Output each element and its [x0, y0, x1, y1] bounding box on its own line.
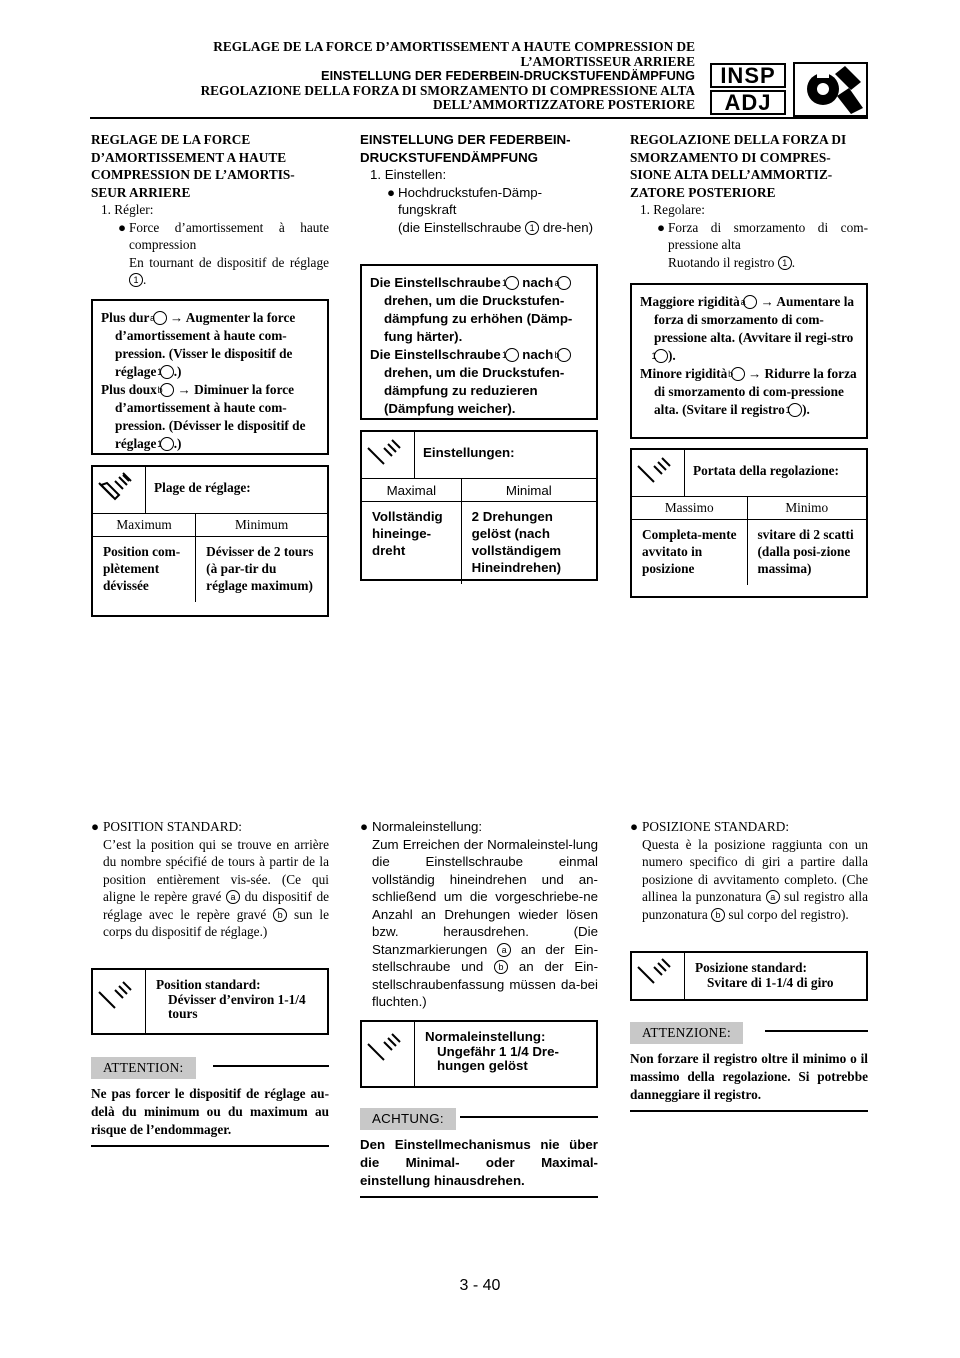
- de-caution: [360, 1108, 598, 1198]
- callout-a-icon: a: [153, 311, 167, 325]
- bullet-dot-icon: ●: [91, 819, 100, 834]
- de-caution-text: Den Einstellmechanismus nie über die Minimal- oder Maximal-einstellung hinausdrehen.: [360, 1136, 598, 1198]
- header-line-4: REGOLAZIONE DELLA FORZA DI SMORZAMENTO DI COMPRESSIONE ALTA: [200, 82, 695, 98]
- de-note2-c: drehen, um die Druckstufen-dämpfung zu reduzieren (Dämpfung weicher).: [384, 365, 565, 416]
- it-std-value: Svitare di 1-1/4 di giro: [707, 974, 834, 990]
- caution-rule: [765, 1030, 868, 1032]
- it-caution: [630, 1022, 868, 1112]
- fr-std-text-c: sun le corps du dispositif de réglage.): [103, 906, 329, 939]
- callout-b-icon: b: [711, 908, 725, 922]
- callout-b-icon: b: [557, 348, 571, 362]
- spec-tool-icon: [632, 450, 685, 496]
- it-note1-a: Maggiore rigidità: [640, 294, 740, 309]
- callout-1-icon: 1: [505, 276, 519, 290]
- de-caution-tag: ACHTUNG:: [360, 1108, 456, 1130]
- fr-note1-a: Plus dur: [101, 310, 150, 325]
- it-col-min: Minimo: [747, 497, 866, 520]
- callout-1-icon: 1: [525, 221, 539, 235]
- callout-1-icon: 1: [505, 348, 519, 362]
- callout-b-icon: b: [494, 960, 508, 974]
- de-col-min: Minimal: [461, 479, 596, 502]
- it-spec-label: Portata della regolazione:: [693, 463, 839, 478]
- caution-rule: [213, 1065, 329, 1067]
- fr-note1-b: → Augmenter la force d’amortissement à haute com-pression. (Visser le dispositif de réglage: [115, 310, 296, 379]
- it-note2-a: Minore rigidità: [640, 366, 728, 381]
- it-std-label: Posizione standard:: [695, 960, 807, 975]
- spec-tool-icon: [362, 432, 415, 478]
- de-note2-b: nach: [522, 347, 554, 362]
- header-line-5: DELL’AMMORTIZZATORE POSTERIORE: [433, 97, 695, 112]
- fr-step: 1. Régler:: [101, 202, 154, 217]
- callout-b-icon: b: [160, 383, 174, 397]
- callout-a-icon: a: [743, 295, 757, 309]
- fr-std-title: POSITION STANDARD:: [103, 819, 242, 834]
- fr-std-text-a: C’est la position qui se trouve en arrière du nombre spécifié de tours à partir de la position entièrement vis-sée. (Ce qui aligne le repère gravé: [103, 836, 329, 904]
- de-note1: Die Einstellschraube: [370, 275, 501, 290]
- bullet-dot-icon: ●: [360, 819, 369, 834]
- de-spec-table: [362, 479, 596, 584]
- fr-val-max: Position com-plètement dévissée: [103, 544, 181, 593]
- callout-a-icon: a: [766, 890, 780, 904]
- callout-1-icon: 1: [160, 365, 174, 379]
- it-title: REGOLAZIONE DELLA FORZA DI SMORZAMENTO DI COMPRES-SIONE ALTA DELL’AMMORTIZ-ZATORE POSTERIORE: [630, 132, 847, 200]
- wrench-tool-icon: [793, 62, 868, 117]
- it-spec-table: [632, 497, 866, 585]
- callout-1-icon: 1: [129, 273, 143, 287]
- de-bullet-b: (die Einstellschraube: [398, 219, 522, 235]
- header-line-1: REGLAGE DE LA FORCE D’AMORTISSEMENT A HAUTE COMPRESSION DE: [213, 39, 695, 54]
- de-bullet: [360, 184, 598, 237]
- fr-caution-text: Ne pas forcer le dispositif de réglage au-delà du minimum ou du maximum au risque de l’endommager.: [91, 1085, 329, 1147]
- fr-std-value: Dévisser d’environ 1-1/4 tours: [168, 991, 306, 1021]
- callout-a-icon: a: [557, 276, 571, 290]
- it-caution-tag: ATTENZIONE:: [630, 1022, 743, 1044]
- de-std-text-b: an der Ein-stellschraube und: [372, 941, 599, 974]
- de-std-label: Normaleinstellung:: [425, 1029, 546, 1044]
- spec-tool-icon: [93, 467, 146, 513]
- bullet-dot-icon: ●: [387, 184, 396, 200]
- it-note1-b: → Aumentare la forza di smorzamento di com-pressione alta. (Avvitare il regi-stro: [654, 294, 855, 345]
- it-bullet-a: Forza di smorzamento di com-pressione alta: [668, 219, 868, 252]
- it-caution-text: Non forzare il registro oltre il minimo o il massimo della regolazione. Si potrebbe danneggiare il registro.: [630, 1050, 868, 1112]
- it-note-box: Maggiore rigidità a → Aumentare la forza di smorzamento di com-pressione alta. (Avvitare il regi-stro 1 ). Minore rigidità b → Ridurre la forza di smorzamento di com-pressione alta. (Svitare il registro 1 ).: [630, 283, 868, 439]
- bullet-dot-icon: ●: [118, 219, 127, 235]
- de-spec-label: Einstellungen:: [423, 445, 515, 460]
- french-column: [91, 131, 329, 289]
- fr-standard-section: [91, 818, 329, 941]
- it-note2-b: → Ridurre la forza di smorzamento di com-pressione alta. (Svitare il registro: [654, 366, 857, 417]
- it-val-max: Completa-mente avvitato in posizione: [642, 527, 737, 576]
- caution-rule: [460, 1116, 598, 1118]
- fr-std-text-b: du dispositif de réglage avec le repère gravé: [103, 889, 329, 922]
- de-title: EINSTELLUNG DER FEDERBEIN-DRUCKSTUFENDÄMPFUNG: [360, 132, 571, 165]
- spec-tool-icon: [632, 953, 685, 999]
- it-val-min: svitare di 2 scatti (dalla posi-zione massima): [747, 520, 866, 586]
- spec-tool-icon: [93, 970, 146, 1033]
- it-std-title: POSIZIONE STANDARD:: [642, 819, 790, 834]
- de-note2: Die Einstellschraube: [370, 347, 501, 362]
- de-note-box: [360, 264, 598, 420]
- header-line-3: EINSTELLUNG DER FEDERBEIN-DRUCKSTUFENDÄMPFUNG: [321, 68, 695, 83]
- callout-1-icon: 1: [788, 403, 802, 417]
- fr-bullet-a: Force d’amortissement à haute compression: [129, 219, 329, 252]
- page-header: [135, 40, 695, 113]
- insp-label: INSP: [710, 63, 786, 88]
- de-std-title: Normaleinstellung:: [372, 819, 483, 834]
- fr-bullet: ● Force d’amortissement à haute compression En tournant de dispositif de réglage 1 .: [118, 219, 329, 287]
- de-spec-box: [360, 430, 598, 581]
- callout-1-icon: 1: [654, 349, 668, 363]
- de-bullet-a: Hochdruckstufen-Dämp-fungskraft: [398, 184, 543, 217]
- fr-title: REGLAGE DE LA FORCE D’AMORTISSEMENT A HAUTE COMPRESSION DE L’AMORTIS-SEUR ARRIERE: [91, 132, 295, 200]
- fr-standard-bullet: [91, 818, 329, 941]
- de-std-text-c: an der Ein-stellschraubenfassung müssen da-bei fluchten.): [372, 959, 598, 1009]
- it-bullet-b: Ruotando il registro: [668, 254, 775, 270]
- header-line-2: L’AMORTISSEUR ARRIERE: [520, 53, 695, 69]
- fr-spec-label: Plage de réglage:: [154, 480, 251, 495]
- german-column: [360, 131, 598, 236]
- fr-note-box: Plus dur a → Augmenter la force d’amortissement à haute com-pression. (Visser le dispositif de réglage 1 .) Plus doux b → Diminuer la force d’amortissement à haute com-pression. (Dévisser le dispositif de réglage 1 .): [91, 299, 329, 455]
- it-standard-bullet: [630, 818, 868, 923]
- it-std-text-b: sul registro alla punzonatura: [642, 889, 869, 922]
- header-rule: [90, 117, 868, 119]
- fr-caution-tag: ATTENTION:: [91, 1057, 196, 1079]
- de-note1-c: drehen, um die Druckstufen-dämpfung zu erhöhen (Dämp-fung härter).: [384, 293, 573, 344]
- de-std-value: Ungefähr 1 1/4 Dre-hungen gelöst: [437, 1043, 559, 1073]
- de-bullet-c: dre-hen): [542, 219, 594, 235]
- fr-col-max: Maximum: [93, 514, 196, 537]
- callout-1-icon: 1: [778, 256, 792, 270]
- italian-column: [630, 131, 868, 271]
- callout-b-icon: b: [731, 367, 745, 381]
- de-standard-bullet: [360, 818, 598, 1011]
- fr-std-label: Position standard:: [156, 977, 261, 992]
- fr-caution: [91, 1057, 329, 1147]
- callout-1-icon: 1: [160, 437, 174, 451]
- fr-note2-b: → Diminuer la force d’amortissement à haute com-pression. (Dévisser le dispositif de réglage: [115, 382, 306, 451]
- fr-val-min: Dévisser de 2 tours (à par-tir du réglage maximum): [196, 537, 327, 603]
- it-standard-section: [630, 818, 868, 923]
- callout-a-icon: a: [226, 890, 240, 904]
- it-std-text-c: sul corpo del registro).: [728, 906, 849, 922]
- it-standard-box: [630, 951, 868, 1001]
- de-standard-box: [360, 1020, 598, 1088]
- it-bullet: ● Forza di smorzamento di com-pressione alta Ruotando il registro 1 .: [657, 219, 868, 270]
- it-col-max: Massimo: [632, 497, 747, 520]
- it-std-text-a: Questa è la posizione raggiunta con un numero specifico di giri a partire dalla posizione di avvitamento completo. (Che allinea la punzonatura: [642, 836, 868, 904]
- de-note1-b: nach: [522, 275, 554, 290]
- callout-b-icon: b: [273, 908, 287, 922]
- bullet-dot-icon: ●: [630, 819, 639, 834]
- callout-a-icon: a: [497, 943, 511, 957]
- adj-label: ADJ: [710, 90, 786, 115]
- it-spec-box: [630, 448, 868, 598]
- fr-note2-a: Plus doux: [101, 382, 157, 397]
- fr-bullet-b: En tournant de dispositif de réglage: [129, 254, 329, 270]
- de-standard-section: [360, 818, 598, 1011]
- fr-standard-box: [91, 968, 329, 1035]
- bullet-dot-icon: ●: [657, 219, 666, 235]
- de-col-max: Maximal: [362, 479, 461, 502]
- de-std-text-a: Zum Erreichen der Normaleinstel-lung die Einstellschraube einmal vollständig hineindrehen und an-schließend um die vorgeschriebe-ne Anzahl an Drehungen wieder lösen bzw. herausdrehen. (Die Stanzmarkierungen: [372, 836, 598, 957]
- de-val-min: 2 Drehungen gelöst (nach vollständigem Hineindrehen): [461, 502, 596, 585]
- insp-adj-badge: [710, 63, 788, 117]
- it-step: 1. Regolare:: [640, 202, 705, 217]
- fr-col-min: Minimum: [196, 514, 327, 537]
- de-val-max: Vollständig hineinge-dreht: [372, 509, 443, 558]
- spec-tool-icon: [362, 1022, 415, 1086]
- fr-spec-table: [93, 514, 327, 602]
- page-number: 3 - 40: [459, 1277, 501, 1294]
- de-step: 1. Einstellen:: [370, 167, 447, 182]
- fr-spec-box: [91, 465, 329, 617]
